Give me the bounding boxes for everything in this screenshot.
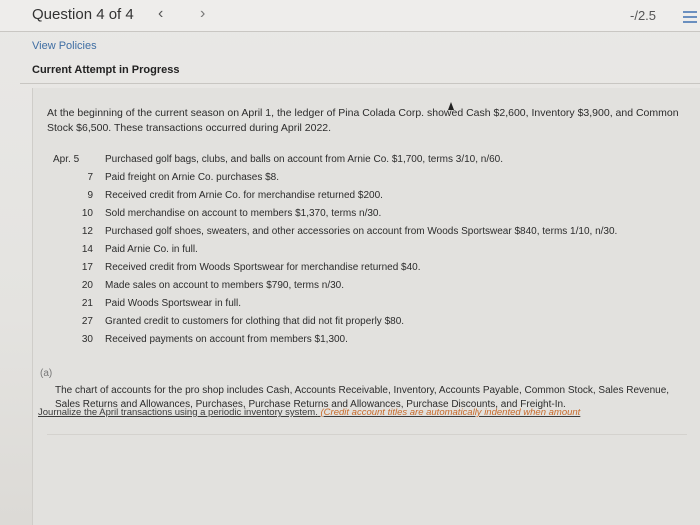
instruction-text: Journalize the April transactions using a periodic inventory system. <box>38 407 318 418</box>
transaction-row <box>47 190 687 208</box>
transaction-description: Paid freight on Arnie Co. purchases $8. <box>105 172 279 183</box>
transaction-row <box>47 226 687 244</box>
transaction-row <box>47 154 687 172</box>
question-header <box>0 0 700 32</box>
question-card <box>32 88 700 525</box>
transaction-row <box>47 334 687 352</box>
transaction-row <box>47 298 687 316</box>
transaction-month: Apr. 5 <box>53 154 80 165</box>
chart-of-accounts-text: The chart of accounts for the pro shop includes Cash, Accounts Receivable, Inventory, Accounts Payable, Common Stock, Sales Revenue, Sales Returns and Allowances, Purchases, Purchase Returns and Allowances, Purchase Discounts, and Freight-In. <box>55 385 670 410</box>
transaction-day: 12 <box>81 226 93 237</box>
part-a-instruction <box>38 407 668 418</box>
transaction-description: Received payments on account from members $1,300. <box>105 334 348 345</box>
transaction-day: 10 <box>81 208 93 219</box>
problem-intro: At the beginning of the current season on April 1, the ledger of Pina Colada Corp. showed Cash $2,600, Inventory $3,900, and Common Stock $6,500. These transactions occurred during April 2022. <box>47 107 679 134</box>
question-counter: Question 4 of 4 <box>32 6 134 23</box>
view-policies-link[interactable]: View Policies <box>32 40 97 52</box>
transaction-row <box>47 172 687 190</box>
chevron-right-icon[interactable]: › <box>200 5 206 22</box>
transaction-description: Purchased golf shoes, sweaters, and other accessories on account from Woods Sportswear $840, terms 1/10, n/30. <box>105 226 618 237</box>
attempt-status: Current Attempt in Progress <box>32 64 180 76</box>
transaction-description: Sold merchandise on account to members $1,370, terms n/30. <box>105 208 382 219</box>
transaction-description: Received credit from Woods Sportswear for merchandise returned $40. <box>105 262 421 273</box>
transaction-day: 20 <box>81 280 93 291</box>
transaction-description: Received credit from Arnie Co. for merchandise returned $200. <box>105 190 383 201</box>
chevron-left-icon[interactable]: ‹ <box>158 5 164 22</box>
transaction-day: 7 <box>87 172 93 183</box>
transaction-day: 30 <box>81 334 93 345</box>
transaction-description: Made sales on account to members $790, terms n/30. <box>105 280 345 291</box>
transaction-description: Purchased golf bags, clubs, and balls on account from Arnie Co. $1,700, terms 3/10, n/60. <box>105 154 504 165</box>
divider <box>20 83 700 84</box>
transaction-day: 27 <box>81 316 93 327</box>
transaction-description: Granted credit to customers for clothing that did not fit properly $80. <box>105 316 405 327</box>
instruction-note: (Credit account titles are automatically indented when amount <box>320 407 581 418</box>
transaction-day: 17 <box>81 262 93 273</box>
transaction-row <box>47 244 687 262</box>
transaction-day: 14 <box>81 244 93 255</box>
transaction-day: 9 <box>87 190 93 201</box>
transactions-list <box>47 154 687 352</box>
transaction-row <box>47 208 687 226</box>
part-a-section <box>47 434 687 504</box>
transaction-row <box>47 262 687 280</box>
part-a-label: (a) <box>40 368 53 379</box>
transaction-row <box>47 280 687 298</box>
transaction-description: Paid Woods Sportswear in full. <box>105 298 241 309</box>
score-display: -/2.5 <box>630 8 657 23</box>
transaction-day: 21 <box>81 298 93 309</box>
transaction-description: Paid Arnie Co. in full. <box>105 244 198 255</box>
list-menu-icon[interactable] <box>683 11 697 26</box>
mouse-cursor-icon <box>448 102 454 110</box>
transaction-row <box>47 316 687 334</box>
